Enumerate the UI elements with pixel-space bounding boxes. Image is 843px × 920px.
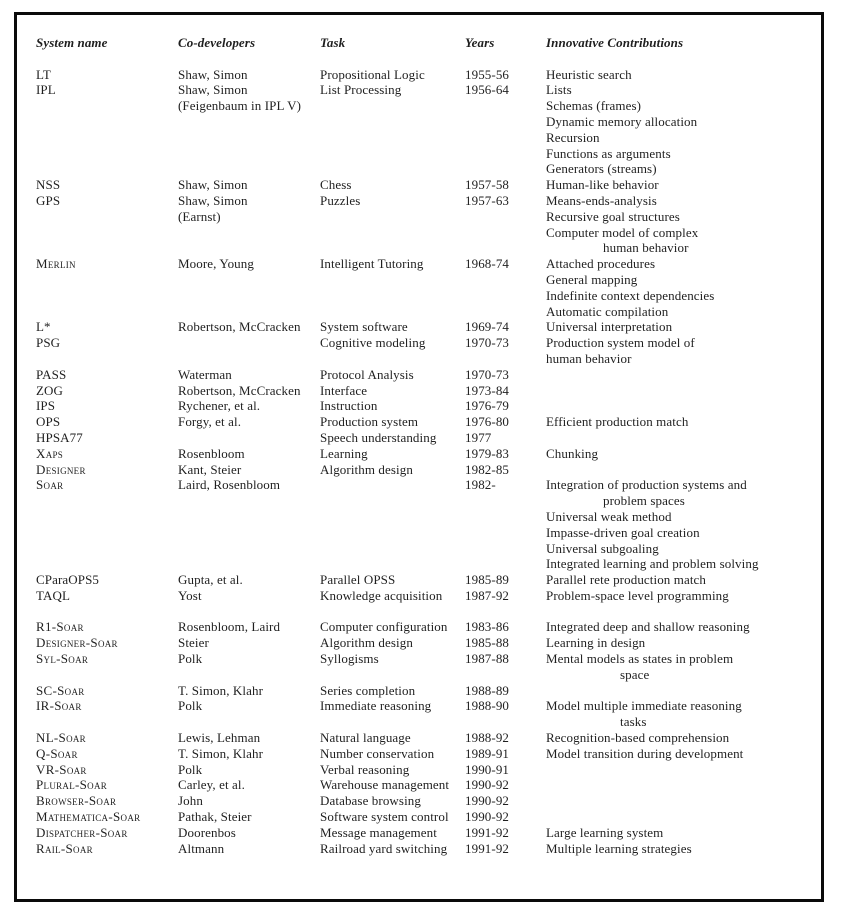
cell-years: 1957-63	[465, 192, 510, 208]
cell-co-developers	[178, 414, 320, 430]
table-row	[36, 841, 815, 857]
cell-years: 1973-84	[465, 382, 510, 398]
contribution-line: Parallel rete production match	[546, 572, 707, 588]
contribution-line: space	[620, 666, 650, 682]
co-developer-line: (Earnst)	[178, 208, 221, 224]
table-row	[36, 193, 815, 256]
cell-system-name: Syl-Soar	[36, 651, 89, 667]
cell-task: Cognitive modeling	[320, 335, 426, 351]
contribution-line: Universal subgoaling	[546, 540, 659, 556]
cell-task: Algorithm design	[320, 461, 413, 477]
cell-system-name: OPS	[36, 414, 61, 430]
table-row	[36, 572, 815, 588]
cell-co-developers	[178, 651, 320, 683]
cell-task: Learning	[320, 445, 368, 461]
cell-contributions	[546, 746, 815, 762]
cell-years: 1985-88	[465, 635, 510, 651]
contribution-line: Recursive goal structures	[546, 208, 680, 224]
cell-years: 1988-92	[465, 730, 510, 746]
table-row	[36, 319, 815, 335]
column-header-years: Years	[465, 35, 495, 50]
cell-contributions	[546, 762, 815, 778]
cell-task: Propositional Logic	[320, 66, 425, 82]
contribution-line: Integrated deep and shallow reasoning	[546, 619, 750, 635]
cell-co-developers	[178, 825, 320, 841]
cell-years: 1991-92	[465, 824, 510, 840]
cell-contributions	[546, 619, 815, 635]
co-developer-line: T. Simon, Klahr	[178, 682, 264, 698]
contribution-line: Efficient production match	[546, 414, 689, 430]
contribution-line: Chunking	[546, 445, 599, 461]
cell-system-name: SC-Soar	[36, 682, 85, 698]
cell-system-name: PASS	[36, 366, 67, 382]
cell-years: 1990-92	[465, 777, 510, 793]
cell-co-developers	[178, 809, 320, 825]
co-developer-line: Carley, et al.	[178, 777, 245, 793]
cell-system-name: Rail-Soar	[36, 840, 93, 856]
cell-contributions	[546, 477, 815, 572]
co-developer-line: Moore, Young	[178, 256, 254, 272]
systems-table	[17, 15, 821, 856]
cell-contributions	[546, 193, 815, 256]
cell-co-developers	[178, 430, 320, 446]
cell-task: Verbal reasoning	[320, 761, 410, 777]
table-row	[36, 256, 815, 319]
co-developer-line: Robertson, McCracken	[178, 319, 301, 335]
cell-system-name: IPS	[36, 398, 56, 414]
cell-contributions	[546, 651, 815, 683]
table-row	[36, 177, 815, 193]
contribution-line: Production system model of	[546, 335, 695, 351]
column-header-co-developers: Co-developers	[178, 35, 256, 50]
cell-system-name: VR-Soar	[36, 761, 87, 777]
cell-co-developers	[178, 477, 320, 572]
table-row	[36, 335, 815, 367]
co-developer-line: Steier	[178, 635, 209, 651]
cell-task: Immediate reasoning	[320, 698, 432, 714]
table-row	[36, 446, 815, 462]
cell-years: 1982-85	[465, 461, 510, 477]
table-row	[36, 793, 815, 809]
cell-task: Database browsing	[320, 793, 421, 809]
cell-years: 1957-58	[465, 177, 510, 193]
table-row	[36, 698, 815, 730]
co-developer-line: Shaw, Simon	[178, 177, 248, 193]
cell-years: 1956-64	[465, 82, 510, 98]
co-developer-line: Polk	[178, 761, 203, 777]
cell-contributions	[546, 383, 815, 399]
table-row	[36, 398, 815, 414]
contribution-line: Generators (streams)	[546, 161, 657, 177]
cell-task: Knowledge acquisition	[320, 587, 443, 603]
cell-system-name: GPS	[36, 192, 61, 208]
contribution-line: Dynamic memory allocation	[546, 113, 698, 129]
table-row	[36, 635, 815, 651]
cell-system-name: CParaOPS5	[36, 572, 100, 588]
contribution-line: Functions as arguments	[546, 145, 671, 161]
cell-co-developers	[178, 730, 320, 746]
cell-contributions	[546, 683, 815, 699]
cell-years: 1988-90	[465, 698, 510, 714]
table-header-row	[36, 35, 815, 51]
co-developer-line: Yost	[178, 587, 202, 603]
cell-co-developers	[178, 635, 320, 651]
cell-contributions	[546, 841, 815, 857]
cell-task: Natural language	[320, 730, 411, 746]
cell-years: 1982-	[465, 477, 496, 493]
cell-co-developers	[178, 619, 320, 635]
cell-years: 1969-74	[465, 319, 510, 335]
cell-co-developers	[178, 335, 320, 367]
contribution-line: Automatic compilation	[546, 303, 669, 319]
table-row	[36, 746, 815, 762]
table-row	[36, 383, 815, 399]
co-developer-line: Laird, Rosenbloom	[178, 477, 281, 493]
table-row	[36, 67, 815, 83]
co-developer-line: Altmann	[178, 840, 225, 856]
cell-system-name: Soar	[36, 477, 64, 493]
cell-years: 1985-89	[465, 572, 510, 588]
cell-task: Production system	[320, 414, 419, 430]
table-row	[36, 430, 815, 446]
cell-co-developers	[178, 193, 320, 256]
table-row	[36, 414, 815, 430]
cell-contributions	[546, 588, 815, 604]
contribution-line: human behavior	[546, 350, 632, 366]
cell-system-name: IR-Soar	[36, 698, 82, 714]
co-developer-line: Shaw, Simon	[178, 192, 248, 208]
cell-co-developers	[178, 82, 320, 177]
contribution-line: Mental models as states in problem	[546, 651, 734, 667]
co-developer-line: Shaw, Simon	[178, 66, 248, 82]
cell-years: 1970-73	[465, 335, 510, 351]
co-developer-line: Polk	[178, 651, 203, 667]
cell-task: Warehouse management	[320, 777, 450, 793]
cell-contributions	[546, 809, 815, 825]
cell-contributions	[546, 572, 815, 588]
cell-co-developers	[178, 67, 320, 83]
column-header-innovative-contributions: Innovative Contributions	[546, 35, 684, 50]
co-developer-line: (Feigenbaum in IPL V)	[178, 98, 302, 114]
cell-contributions	[546, 256, 815, 319]
cell-years: 1955-56	[465, 66, 510, 82]
cell-task: Message management	[320, 824, 437, 840]
contribution-line: Impasse-driven goal creation	[546, 524, 700, 540]
cell-co-developers	[178, 698, 320, 730]
cell-co-developers	[178, 256, 320, 319]
table-row	[36, 462, 815, 478]
cell-contributions	[546, 319, 815, 335]
cell-system-name: ZOG	[36, 382, 64, 398]
cell-co-developers	[178, 746, 320, 762]
cell-co-developers	[178, 572, 320, 588]
cell-system-name: Mathematica-Soar	[36, 809, 141, 825]
cell-contributions	[546, 430, 815, 446]
contribution-line: General mapping	[546, 271, 638, 287]
contribution-line: Indefinite context dependencies	[546, 287, 715, 303]
co-developer-line: Rychener, et al.	[178, 398, 261, 414]
cell-contributions	[546, 177, 815, 193]
contribution-line: Attached procedures	[546, 256, 656, 272]
cell-co-developers	[178, 383, 320, 399]
cell-system-name: IPL	[36, 82, 56, 98]
table-row	[36, 683, 815, 699]
contribution-line: Model multiple immediate reasoning	[546, 698, 742, 714]
cell-system-name: PSG	[36, 335, 61, 351]
cell-task: Instruction	[320, 398, 378, 414]
contribution-line: Integration of production systems and	[546, 477, 747, 493]
cell-system-name: Q-Soar	[36, 745, 78, 761]
cell-task: Computer configuration	[320, 619, 448, 635]
cell-years: 1987-92	[465, 587, 510, 603]
cell-system-name: LT	[36, 66, 51, 82]
contribution-line: Heuristic search	[546, 66, 632, 82]
table-row	[36, 762, 815, 778]
cell-years: 1968-74	[465, 256, 510, 272]
cell-system-name: R1-Soar	[36, 619, 84, 635]
cell-co-developers	[178, 841, 320, 857]
co-developer-line: Polk	[178, 698, 203, 714]
table-row	[36, 477, 815, 572]
co-developer-line: Lewis, Lehman	[178, 730, 261, 746]
cell-co-developers	[178, 177, 320, 193]
cell-co-developers	[178, 398, 320, 414]
cell-system-name: Merlin	[36, 256, 76, 272]
cell-task: Chess	[320, 177, 352, 193]
cell-task: Puzzles	[320, 192, 361, 208]
table-body	[36, 67, 815, 857]
table-row	[36, 825, 815, 841]
cell-contributions	[546, 398, 815, 414]
cell-task: Intelligent Tutoring	[320, 256, 424, 272]
co-developer-line: T. Simon, Klahr	[178, 745, 264, 761]
contribution-line: Means-ends-analysis	[546, 192, 657, 208]
cell-task: Series completion	[320, 682, 416, 698]
cell-co-developers	[178, 683, 320, 699]
table-row	[36, 809, 815, 825]
cell-system-name: Xaps	[36, 445, 64, 461]
cell-task: Parallel OPSS	[320, 572, 396, 588]
contribution-line: Lists	[546, 82, 572, 98]
cell-contributions	[546, 635, 815, 651]
co-developer-line: Forgy, et al.	[178, 414, 242, 430]
cell-task	[320, 477, 465, 572]
cell-task: Syllogisms	[320, 651, 379, 667]
cell-task: Interface	[320, 382, 368, 398]
cell-years: 1983-86	[465, 619, 510, 635]
cell-system-name: NL-Soar	[36, 730, 86, 746]
cell-years: 1988-89	[465, 682, 510, 698]
cell-task: Speech understanding	[320, 429, 437, 445]
cell-years: 1991-92	[465, 840, 510, 856]
cell-task: List Processing	[320, 82, 402, 98]
table-row	[36, 730, 815, 746]
cell-years: 1977	[465, 429, 492, 445]
cell-co-developers	[178, 762, 320, 778]
cell-co-developers	[178, 319, 320, 335]
cell-system-name: HPSA77	[36, 429, 83, 445]
cell-years: 1990-92	[465, 793, 510, 809]
table-frame	[14, 12, 824, 902]
cell-contributions	[546, 414, 815, 430]
cell-contributions	[546, 82, 815, 177]
cell-contributions	[546, 367, 815, 383]
contribution-line: Model transition during development	[546, 745, 744, 761]
contribution-line: Learning in design	[546, 635, 646, 651]
co-developer-line: Rosenbloom	[178, 445, 245, 461]
cell-years: 1970-73	[465, 366, 510, 382]
contribution-line: Human-like behavior	[546, 177, 659, 193]
cell-task: Protocol Analysis	[320, 366, 414, 382]
cell-contributions	[546, 335, 815, 367]
contribution-line: problem spaces	[603, 493, 685, 509]
cell-years: 1976-80	[465, 414, 510, 430]
co-developer-line: Pathak, Steier	[178, 809, 252, 825]
cell-years: 1990-92	[465, 809, 510, 825]
cell-co-developers	[178, 462, 320, 478]
table-row	[36, 777, 815, 793]
table-row	[36, 82, 815, 177]
co-developer-line: Rosenbloom, Laird	[178, 619, 281, 635]
table-row	[36, 367, 815, 383]
cell-years: 1976-79	[465, 398, 510, 414]
cell-years: 1987-88	[465, 651, 510, 667]
cell-co-developers	[178, 588, 320, 604]
cell-co-developers	[178, 446, 320, 462]
cell-system-name: L*	[36, 319, 51, 335]
contribution-line: Multiple learning strategies	[546, 840, 692, 856]
cell-co-developers	[178, 367, 320, 383]
contribution-line: tasks	[620, 714, 647, 730]
cell-contributions	[546, 777, 815, 793]
column-header-task: Task	[320, 35, 346, 50]
cell-co-developers	[178, 777, 320, 793]
co-developer-line: Gupta, et al.	[178, 572, 243, 588]
cell-contributions	[546, 67, 815, 83]
cell-system-name: Plural-Soar	[36, 777, 108, 793]
cell-co-developers	[178, 793, 320, 809]
co-developer-line: Robertson, McCracken	[178, 382, 301, 398]
cell-contributions	[546, 730, 815, 746]
cell-system-name: Designer	[36, 461, 86, 477]
column-header-system-name: System name	[36, 35, 108, 50]
contribution-line: Recursion	[546, 129, 600, 145]
contribution-line: human behavior	[603, 240, 689, 256]
cell-contributions	[546, 825, 815, 841]
table-row	[36, 619, 815, 635]
contribution-line: Problem-space level programming	[546, 587, 729, 603]
table-row	[36, 588, 815, 604]
cell-years: 1990-91	[465, 761, 510, 777]
cell-system-name: Dispatcher-Soar	[36, 824, 128, 840]
co-developer-line: Kant, Steier	[178, 461, 242, 477]
table-row	[36, 651, 815, 683]
contribution-line: Large learning system	[546, 824, 664, 840]
cell-task: Number conservation	[320, 745, 435, 761]
co-developer-line: Waterman	[178, 366, 232, 382]
co-developer-line: Doorenbos	[178, 824, 236, 840]
cell-contributions	[546, 698, 815, 730]
co-developer-line: Shaw, Simon	[178, 82, 248, 98]
contribution-line: Universal weak method	[546, 508, 672, 524]
contribution-line: Universal interpretation	[546, 319, 673, 335]
cell-contributions	[546, 793, 815, 809]
contribution-line: Schemas (frames)	[546, 98, 642, 114]
contribution-line: Computer model of complex	[546, 224, 699, 240]
cell-contributions	[546, 446, 815, 462]
co-developer-line: John	[178, 793, 203, 809]
cell-system-name: TAQL	[36, 587, 71, 603]
cell-system-name: Browser-Soar	[36, 793, 117, 809]
cell-years: 1989-91	[465, 745, 510, 761]
contribution-line: Integrated learning and problem solving	[546, 556, 759, 572]
cell-task: Algorithm design	[320, 635, 413, 651]
cell-contributions	[546, 462, 815, 478]
cell-years: 1979-83	[465, 445, 510, 461]
cell-task: System software	[320, 319, 408, 335]
cell-task: Software system control	[320, 809, 449, 825]
cell-system-name: Designer-Soar	[36, 635, 118, 651]
cell-task: Railroad yard switching	[320, 840, 448, 856]
cell-system-name: NSS	[36, 177, 61, 193]
contribution-line: Recognition-based comprehension	[546, 730, 730, 746]
